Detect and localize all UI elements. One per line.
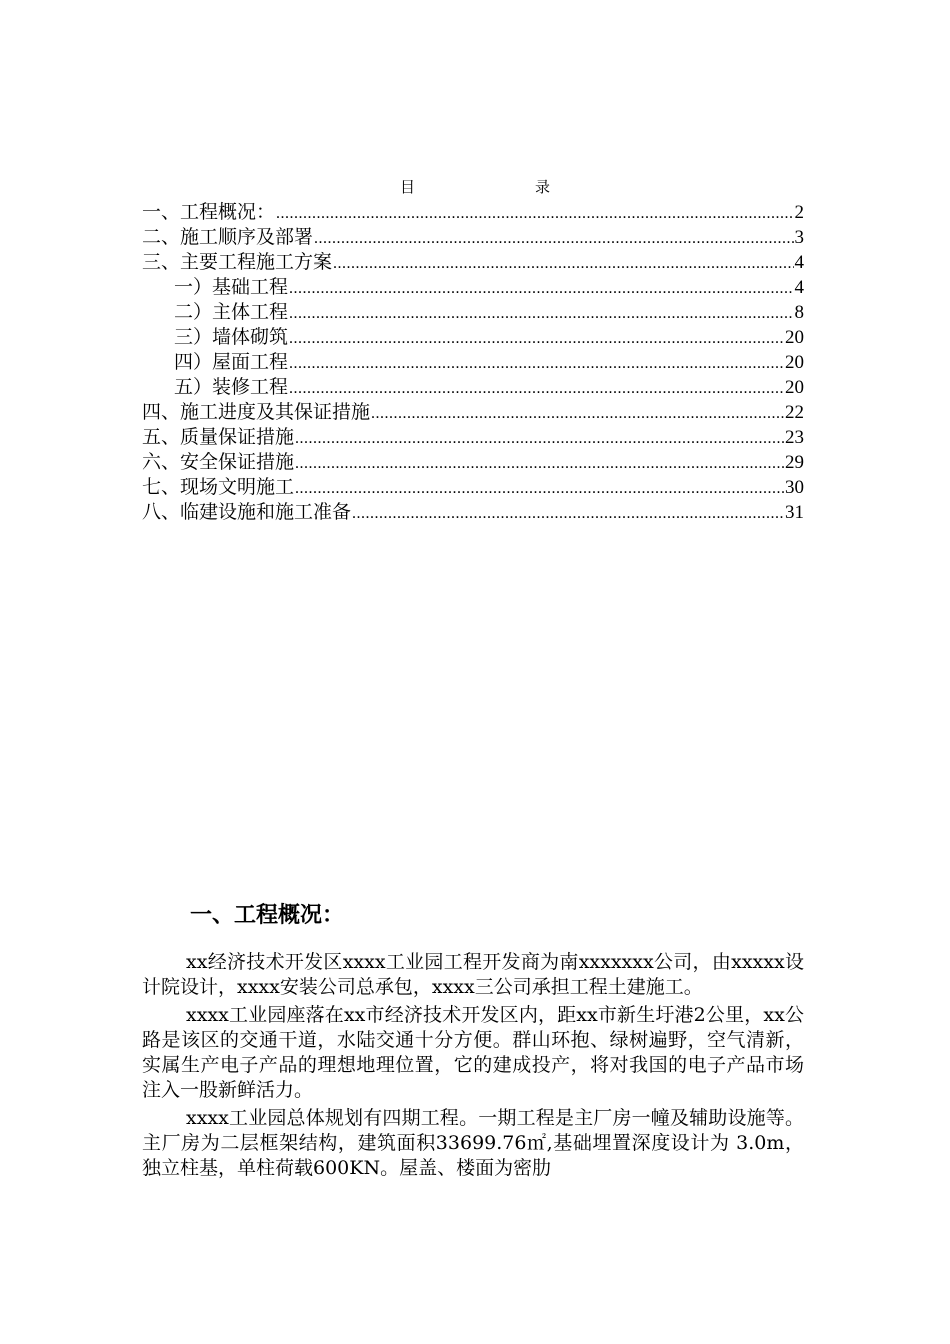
section-heading: 一、工程概况：	[190, 903, 345, 928]
toc-dot-leader	[314, 226, 793, 251]
toc-dot-leader	[295, 426, 784, 451]
toc-dot-leader	[371, 401, 784, 426]
toc-entry[interactable]	[142, 400, 804, 425]
toc-entry-page: 20	[785, 352, 804, 373]
toc-entry-label: 四）屋面工程	[174, 351, 289, 373]
toc-entry[interactable]	[142, 300, 804, 325]
toc-title-right: 录	[535, 178, 551, 196]
toc-entry-page: 30	[785, 477, 804, 498]
paragraph: xx经济技术开发区xxxx工业园工程开发商为南xxxxxxx公司，由xxxxx设计院设计，xxxx安装公司总承包，xxxx三公司承担工程土建施工。	[142, 951, 804, 998]
toc-entry-page: 20	[785, 327, 804, 348]
toc-dot-leader	[333, 251, 793, 276]
paragraph: xxxx工业园座落在xx市经济技术开发区内，距xx市新生圩港2公里，xx公路是该区的交通干道，水陆交通十分方便。群山环抱、绿树遍野，空气清新，实属生产电子产品的理想地理位置，它的建成投产，将对我国的电子产品市场注入一股新鲜活力。	[142, 1004, 804, 1101]
toc-entry-label: 四、施工进度及其保证措施	[142, 401, 371, 423]
toc-dot-leader	[289, 301, 793, 326]
toc-entry[interactable]	[142, 500, 804, 525]
table-of-contents	[142, 200, 804, 525]
toc-entry[interactable]	[142, 425, 804, 450]
toc-entry-page: 2	[794, 202, 804, 223]
toc-entry[interactable]	[142, 225, 804, 250]
toc-dot-leader	[352, 501, 784, 526]
toc-dot-leader	[289, 276, 793, 301]
toc-dot-leader	[295, 476, 784, 501]
toc-dot-leader	[295, 451, 784, 476]
toc-entry-label: 二、施工顺序及部署	[142, 226, 314, 248]
section-body	[142, 950, 804, 1181]
toc-entry-label: 一、工程概况：	[142, 201, 276, 223]
toc-title	[0, 176, 950, 197]
toc-entry-label: 五）装修工程	[174, 376, 289, 398]
toc-title-left: 目	[399, 178, 415, 196]
toc-dot-leader	[276, 201, 793, 226]
toc-entry-label: 七、现场文明施工	[142, 476, 295, 498]
toc-entry[interactable]	[142, 275, 804, 300]
toc-entry-page: 4	[794, 277, 804, 298]
toc-entry[interactable]	[142, 200, 804, 225]
toc-dot-leader	[289, 351, 784, 376]
toc-entry-label: 三、主要工程施工方案	[142, 251, 333, 273]
toc-entry-page: 4	[794, 252, 804, 273]
toc-entry-page: 20	[785, 377, 804, 398]
paragraph: xxxx工业园总体规划有四期工程。一期工程是主厂房一幢及辅助设施等。主厂房为二层框架结构，建筑面积33699.76㎡,基础埋置深度设计为 3.0m，独立柱基，单柱荷载600KN。屋盖、楼面为密肋	[142, 1107, 804, 1179]
toc-entry-label: 五、质量保证措施	[142, 426, 295, 448]
toc-entry-label: 二）主体工程	[174, 301, 289, 323]
toc-entry-page: 8	[794, 302, 804, 323]
toc-entry-label: 六、安全保证措施	[142, 451, 295, 473]
toc-entry-label: 三）墙体砌筑	[174, 326, 289, 348]
toc-entry[interactable]	[142, 375, 804, 400]
toc-dot-leader	[289, 326, 784, 351]
toc-dot-leader	[289, 376, 784, 401]
toc-entry[interactable]	[142, 350, 804, 375]
toc-entry-page: 22	[785, 402, 804, 423]
toc-entry-page: 23	[785, 427, 804, 448]
toc-entry[interactable]	[142, 475, 804, 500]
toc-entry-label: 八、临建设施和施工准备	[142, 501, 352, 523]
toc-entry-page: 3	[794, 227, 804, 248]
toc-entry-label: 一）基础工程	[174, 276, 289, 298]
toc-entry[interactable]	[142, 325, 804, 350]
toc-entry[interactable]	[142, 250, 804, 275]
toc-entry-page: 31	[785, 502, 804, 523]
toc-entry-page: 29	[785, 452, 804, 473]
toc-entry[interactable]	[142, 450, 804, 475]
